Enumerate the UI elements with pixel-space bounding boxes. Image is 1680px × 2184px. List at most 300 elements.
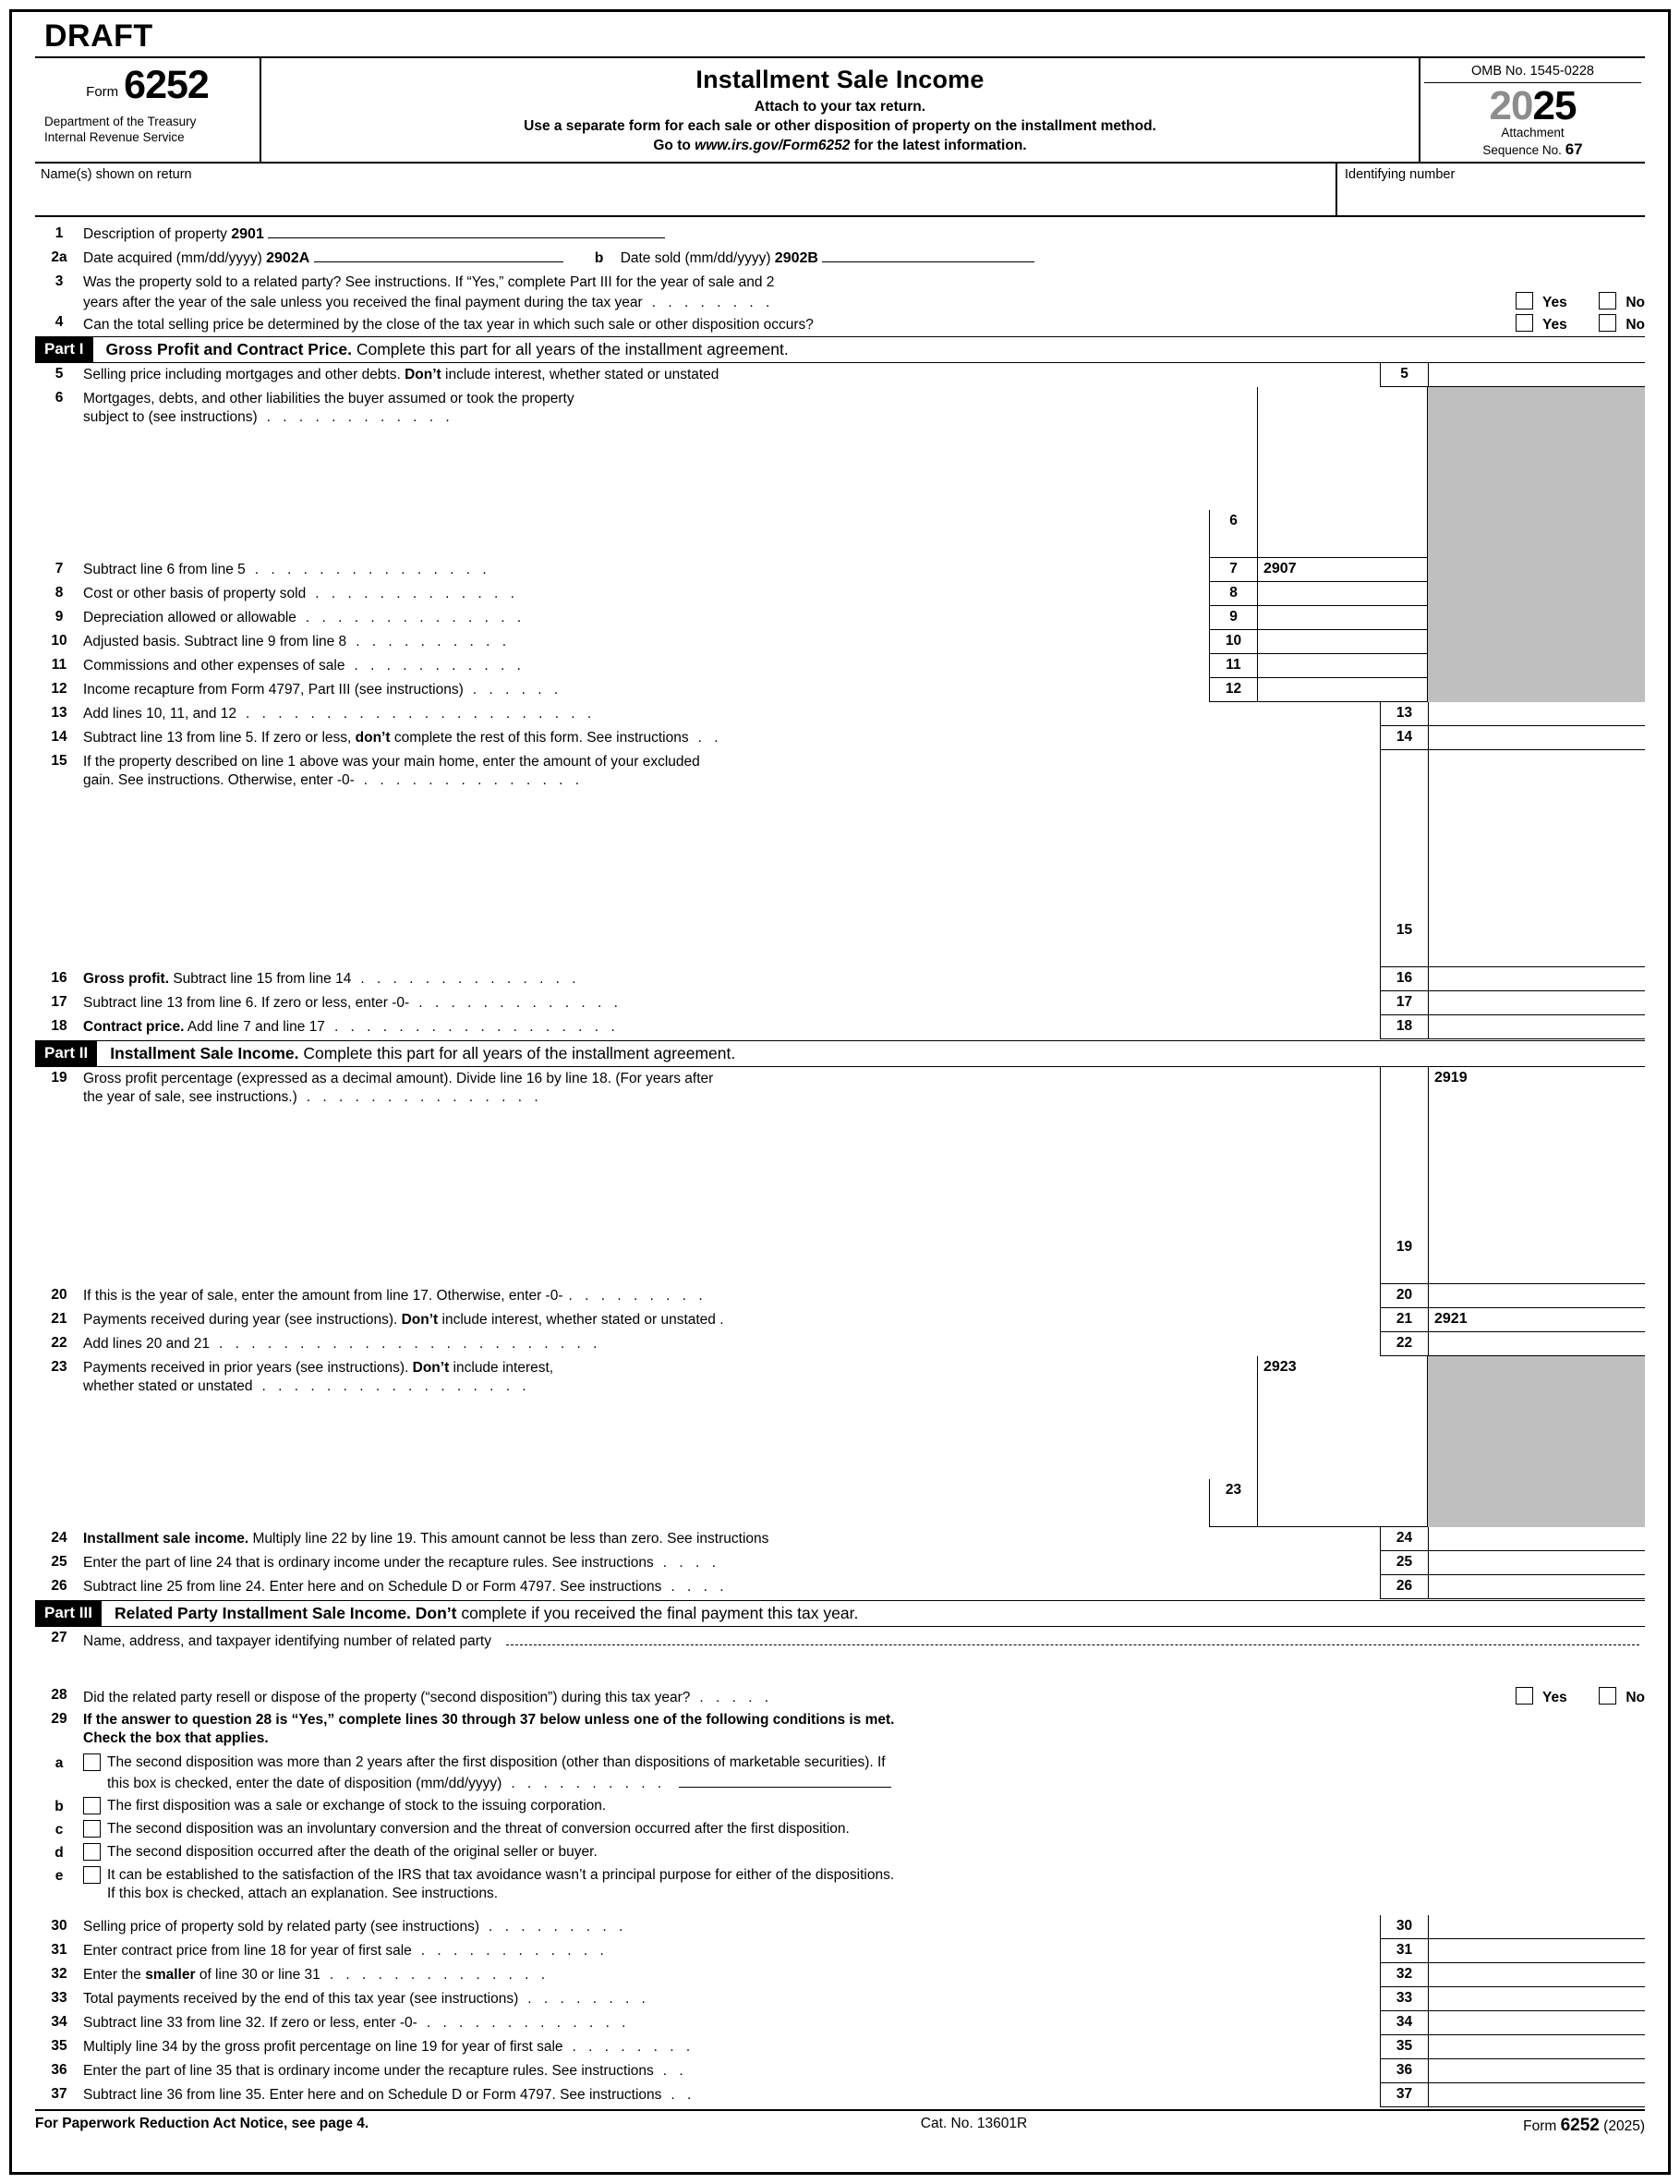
line-3-no-label: No bbox=[1626, 294, 1645, 310]
line-9-number: 9 bbox=[54, 609, 64, 625]
line-7-amount[interactable]: 2907 bbox=[1257, 558, 1428, 582]
part-1-title-rest: Complete this part for all years of the installment agreement. bbox=[351, 340, 789, 359]
line-33-amount[interactable] bbox=[1428, 1987, 1645, 2011]
line-1-text bbox=[83, 223, 1645, 247]
line-10 bbox=[35, 630, 1645, 654]
line-12 bbox=[35, 678, 1645, 702]
line-23-text-l2: whether stated or unstated bbox=[83, 1378, 253, 1395]
line-33 bbox=[35, 1987, 1645, 2011]
line-35-label: Multiply line 34 by the gross profit percentage on line 19 for year of first sale bbox=[83, 2039, 563, 2056]
line-35-box-number: 35 bbox=[1380, 2035, 1428, 2059]
form-footer bbox=[35, 2109, 1645, 2136]
line-23-box-number: 23 bbox=[1209, 1479, 1257, 1527]
line-7-number: 7 bbox=[54, 561, 64, 577]
line-24-number: 24 bbox=[51, 1530, 67, 1547]
line-32-amount[interactable] bbox=[1428, 1963, 1645, 1987]
line-33-number: 33 bbox=[51, 1990, 67, 2007]
line-28-label: Did the related party resell or dispose of the property (“second disposition”) during this tax year? bbox=[83, 1690, 691, 1706]
line-12-number: 12 bbox=[51, 681, 67, 698]
line-8-amount[interactable] bbox=[1257, 582, 1428, 606]
form-subtitle-2: Use a separate form for each sale or other disposition of property on the installment method. bbox=[524, 118, 1156, 134]
line-30-number: 30 bbox=[51, 1918, 67, 1935]
line-36-amount[interactable] bbox=[1428, 2059, 1645, 2083]
line-12-shaded bbox=[1428, 678, 1645, 702]
line-27 bbox=[35, 1627, 1645, 1684]
line-18-label: Add line 7 and line 17 bbox=[184, 1019, 325, 1036]
line-25-box-number: 25 bbox=[1380, 1551, 1428, 1575]
line-3-text: Was the property sold to a related party? See instructions. If “Yes,” complete Part III for the year of sale and 2 years after the year of the sale unless you received the final payment during the tax year . . . . . . . . Yes No bbox=[83, 273, 1645, 310]
line-5-bold: Don’t bbox=[405, 367, 441, 383]
header-left bbox=[35, 58, 261, 162]
line-14-label2: complete the rest of this form. See instructions bbox=[390, 730, 689, 746]
line-4-label: Can the total selling price be determined by the close of the tax year in which such sale or other disposition occurs? bbox=[83, 317, 814, 334]
line-36-text: Enter the part of line 35 that is ordinary income under the recapture rules. See instructions . . bbox=[83, 2063, 688, 2080]
line-4-no-checkbox[interactable] bbox=[1599, 314, 1616, 332]
line-28-yes-label: Yes bbox=[1541, 1690, 1567, 1706]
line-18-bold: Contract price. bbox=[83, 1019, 185, 1036]
line-19-text-l2: the year of sale, see instructions.) bbox=[83, 1089, 297, 1106]
line-28-yes-checkbox[interactable] bbox=[1516, 1687, 1533, 1705]
line-6-shaded bbox=[1428, 387, 1645, 558]
line-23-bold: Don’t bbox=[412, 1360, 450, 1377]
line-28 bbox=[35, 1684, 1645, 1708]
check-item-d-letter: d bbox=[54, 1844, 64, 1861]
line-23 bbox=[35, 1356, 1645, 1527]
line-17-label: Subtract line 13 from line 6. If zero or less, enter -0- bbox=[83, 995, 410, 1012]
line-36-label: Enter the part of line 35 that is ordinary income under the recapture rules. See instructions bbox=[83, 2063, 654, 2080]
line-21-text bbox=[83, 1308, 1380, 1332]
line-16-number: 16 bbox=[51, 970, 67, 987]
line-14-bold: don’t bbox=[355, 730, 391, 746]
form-subtitle-1: Attach to your tax return. bbox=[754, 99, 926, 115]
irs-url: www.irs.gov/Form6252 bbox=[695, 138, 851, 153]
goto-prefix: Go to bbox=[653, 138, 695, 153]
line-2-text bbox=[83, 247, 1645, 271]
check-item-d-checkbox[interactable] bbox=[83, 1843, 101, 1861]
line-13-box-number: 13 bbox=[1380, 702, 1428, 726]
line-27-text bbox=[83, 1627, 1645, 1684]
line-10-shaded bbox=[1428, 630, 1645, 654]
check-item-d bbox=[35, 1843, 1645, 1862]
line-19-box-number: 19 bbox=[1380, 1236, 1428, 1284]
line-21-number: 21 bbox=[51, 1311, 67, 1328]
check-item-a-date-input[interactable] bbox=[679, 1772, 891, 1788]
line-16-amount[interactable] bbox=[1428, 967, 1645, 991]
line-14 bbox=[35, 726, 1645, 750]
line-25-number: 25 bbox=[51, 1554, 67, 1571]
line-17-box-number: 17 bbox=[1380, 991, 1428, 1015]
line-27-label: Name, address, and taxpayer identifying number of related party bbox=[83, 1633, 491, 1650]
line-1-value[interactable]: 2901 bbox=[231, 225, 264, 242]
line-11-amount[interactable] bbox=[1257, 654, 1428, 678]
line-15-text: If the property described on line 1 above was your main home, enter the amount of your excluded gain. See instructions. Otherwise, enter -0- . . . . . . . . . . . . . . bbox=[83, 750, 1380, 967]
part-2-label: Part II bbox=[35, 1041, 97, 1066]
line-14-number: 14 bbox=[51, 729, 67, 746]
form-title: Installment Sale Income bbox=[695, 66, 985, 93]
line-23-text-l1: Payments received in prior years (see instructions). bbox=[83, 1360, 413, 1377]
line-7-shaded bbox=[1428, 558, 1645, 582]
line-34-box-number: 34 bbox=[1380, 2011, 1428, 2035]
line-20-amount[interactable] bbox=[1428, 1284, 1645, 1308]
line-17-amount[interactable] bbox=[1428, 991, 1645, 1015]
line-21-bold: Don’t bbox=[401, 1312, 439, 1329]
check-item-b bbox=[35, 1797, 1645, 1816]
line-4-number: 4 bbox=[54, 314, 64, 331]
part-3-title-bold: Related Party Installment Sale Income. Don’t bbox=[114, 1604, 457, 1623]
line-10-amount[interactable] bbox=[1257, 630, 1428, 654]
line-11-number: 11 bbox=[51, 657, 67, 673]
check-item-c bbox=[35, 1820, 1645, 1839]
part-2-title-rest: Complete this part for all years of the installment agreement. bbox=[298, 1044, 736, 1063]
line-29-text-l2: Check the box that applies. bbox=[83, 1730, 269, 1747]
check-item-c-text: The second disposition was an involuntary conversion and the threat of conversion occurred after the first disposition. bbox=[107, 1820, 850, 1837]
line-26-box-number: 26 bbox=[1380, 1575, 1428, 1599]
line-13-label: Add lines 10, 11, and 12 bbox=[83, 706, 237, 722]
part-2-bar bbox=[35, 1040, 1645, 1067]
form-header bbox=[35, 56, 1645, 162]
line-15-text-l2: gain. See instructions. Otherwise, enter -0- bbox=[83, 772, 355, 789]
line-29-text-l1: If the answer to question 28 is “Yes,” complete lines 30 through 37 below unless one of the following conditions is met. bbox=[83, 1712, 895, 1729]
line-34-label: Subtract line 33 from line 32. If zero or less, enter -0- bbox=[83, 2015, 417, 2032]
check-item-b-checkbox[interactable] bbox=[83, 1797, 101, 1814]
line-4-yes-checkbox[interactable] bbox=[1516, 314, 1533, 332]
line-18-amount[interactable] bbox=[1428, 1015, 1645, 1039]
check-item-d-text: The second disposition occurred after the death of the original seller or buyer. bbox=[107, 1843, 598, 1860]
line-6-text-l1: Mortgages, debts, and other liabilities the buyer assumed or took the property bbox=[83, 391, 574, 407]
line-21-label2: include interest, whether stated or unstated . bbox=[438, 1312, 724, 1329]
line-7-text: Subtract line 6 from line 5 . . . . . . . . . . . . . . . bbox=[83, 562, 491, 578]
line-30-text: Selling price of property sold by related party (see instructions) . . . . . . . . . bbox=[83, 1919, 627, 1935]
check-item-e-checkbox[interactable] bbox=[83, 1866, 101, 1884]
line-31 bbox=[35, 1939, 1645, 1963]
line-6-text: Mortgages, debts, and other liabilities the buyer assumed or took the property subject to (see instructions) . . . . . . . . . . . . bbox=[83, 387, 1209, 558]
line-13-text: Add lines 10, 11, and 12 . . . . . . . . . . . . . . . . . . . . . . bbox=[83, 706, 596, 722]
line-22 bbox=[35, 1332, 1645, 1356]
line-12-text: Income recapture from Form 4797, Part III (see instructions) . . . . . . bbox=[83, 682, 562, 698]
line-19 bbox=[35, 1067, 1645, 1284]
line-11-label: Commissions and other expenses of sale bbox=[83, 658, 345, 674]
line-31-box-number: 31 bbox=[1380, 1939, 1428, 1963]
line-8-number: 8 bbox=[54, 585, 64, 601]
line-32-text: Enter the smaller of line 30 or line 31 . . . . . . . . . . . . . . bbox=[83, 1967, 550, 1984]
line-26-label: Subtract line 25 from line 24. Enter here and on Schedule D or Form 4797. See instructions bbox=[83, 1579, 662, 1596]
line-15-box-number: 15 bbox=[1380, 919, 1428, 967]
line-37-number: 37 bbox=[51, 2086, 67, 2103]
catalog-number: Cat. No. 13601R bbox=[920, 2116, 1028, 2132]
line-2a-number: 2a bbox=[51, 249, 67, 265]
line-35 bbox=[35, 2035, 1645, 2059]
line-28-no-label: No bbox=[1626, 1690, 1645, 1706]
part-3-bar bbox=[35, 1600, 1645, 1627]
line-2 bbox=[35, 247, 1645, 271]
line-19-number: 19 bbox=[51, 1070, 67, 1086]
line-6-box-number: 6 bbox=[1209, 510, 1257, 558]
part-1-title bbox=[106, 340, 789, 359]
check-item-a-letter: a bbox=[54, 1755, 64, 1772]
footer-form-word: Form bbox=[1523, 2118, 1561, 2135]
line-26-number: 26 bbox=[51, 1578, 67, 1595]
year-suffix: 25 bbox=[1532, 83, 1577, 128]
identifying-number-field[interactable] bbox=[1336, 164, 1645, 215]
line-34-amount[interactable] bbox=[1428, 2011, 1645, 2035]
line-2b-value[interactable]: 2902B bbox=[774, 249, 818, 266]
line-18-box-number: 18 bbox=[1380, 1015, 1428, 1039]
line-35-number: 35 bbox=[51, 2038, 67, 2055]
line-11 bbox=[35, 654, 1645, 678]
line-11-shaded bbox=[1428, 654, 1645, 678]
line-35-amount[interactable] bbox=[1428, 2035, 1645, 2059]
line-28-no-checkbox[interactable] bbox=[1599, 1687, 1616, 1705]
sequence-label: Sequence No. bbox=[1482, 143, 1562, 158]
line-6-amount[interactable] bbox=[1257, 387, 1428, 558]
line-32-label2: of line 30 or line 31 bbox=[195, 1967, 320, 1984]
line-13 bbox=[35, 702, 1645, 726]
line-31-text: Enter contract price from line 18 for year of first sale . . . . . . . . . . . . bbox=[83, 1943, 609, 1960]
line-37-text: Subtract line 36 from line 35. Enter here and on Schedule D or Form 4797. See instructions . . bbox=[83, 2087, 695, 2104]
line-34-number: 34 bbox=[51, 2014, 67, 2031]
line-36-box-number: 36 bbox=[1380, 2059, 1428, 2083]
line-3-text-l2: years after the year of the sale unless you received the final payment during the tax year bbox=[83, 294, 643, 310]
form-subtitle-3 bbox=[265, 138, 1415, 154]
check-item-a-text: The second disposition was more than 2 years after the first disposition (other than dispositions of marketable securities). If this box is checked, enter the date of disposition (mm/dd/yyyy) . . . . . . . . . . bbox=[107, 1753, 1645, 1793]
line-23-text-l1b: include interest, bbox=[449, 1360, 554, 1377]
line-3-no-checkbox[interactable] bbox=[1599, 292, 1616, 309]
line-18-text: Contract price. Add line 7 and line 17 . . . . . . . . . . . . . . . . . . bbox=[83, 1019, 620, 1036]
line-17 bbox=[35, 991, 1645, 1015]
line-5 bbox=[35, 363, 1645, 387]
header-center bbox=[261, 58, 1419, 162]
line-4-no-label: No bbox=[1626, 317, 1645, 334]
line-29-text bbox=[83, 1708, 1645, 1748]
line-3-number: 3 bbox=[54, 273, 64, 289]
check-item-b-letter: b bbox=[54, 1798, 64, 1814]
line-24-text bbox=[83, 1527, 1380, 1551]
line-13-number: 13 bbox=[51, 705, 67, 722]
line-5-label2: include interest, whether stated or unstated bbox=[441, 367, 719, 383]
line-9-label: Depreciation allowed or allowable bbox=[83, 610, 296, 626]
check-item-e-text bbox=[107, 1866, 1645, 1903]
line-8 bbox=[35, 582, 1645, 606]
line-21-box-number: 21 bbox=[1380, 1308, 1428, 1332]
part-3-title-rest: complete if you received the final payment this tax year. bbox=[456, 1604, 859, 1623]
line-11-box-number: 11 bbox=[1209, 654, 1257, 678]
part-1-title-bold: Gross Profit and Contract Price. bbox=[105, 340, 352, 359]
line-26-text: Subtract line 25 from line 24. Enter here and on Schedule D or Form 4797. See instructions . . . . bbox=[83, 1579, 729, 1596]
draft-watermark: DRAFT bbox=[44, 18, 153, 54]
line-14-amount[interactable] bbox=[1428, 726, 1645, 750]
paperwork-notice: For Paperwork Reduction Act Notice, see page 4. bbox=[35, 2116, 369, 2132]
line-9-box-number: 9 bbox=[1209, 606, 1257, 630]
line-33-label: Total payments received by the end of this tax year (see instructions) bbox=[83, 1991, 519, 2008]
line-20-label: If this is the year of sale, enter the amount from line 17. Otherwise, enter -0- bbox=[83, 1288, 563, 1304]
line-23-amount[interactable]: 2923 bbox=[1257, 1356, 1428, 1527]
line-32-box-number: 32 bbox=[1380, 1963, 1428, 1987]
line-37-label: Subtract line 36 from line 35. Enter here and on Schedule D or Form 4797. See instructions bbox=[83, 2087, 662, 2104]
line-1-number: 1 bbox=[54, 224, 64, 241]
footer-form-number: 6252 bbox=[1560, 2116, 1600, 2136]
line-2b-number: b bbox=[594, 249, 604, 266]
line-18-number: 18 bbox=[51, 1018, 67, 1035]
line-10-box-number: 10 bbox=[1209, 630, 1257, 654]
line-16 bbox=[35, 967, 1645, 991]
line-26-amount[interactable] bbox=[1428, 1575, 1645, 1599]
department-text: Department of the Treasury Internal Revenue Service bbox=[44, 115, 197, 144]
part-3-title bbox=[115, 1604, 858, 1623]
part-1-label: Part I bbox=[35, 337, 93, 362]
line-8-label: Cost or other basis of property sold bbox=[83, 586, 307, 602]
line-19-amount[interactable]: 2919 bbox=[1428, 1067, 1645, 1284]
line-22-text: Add lines 20 and 21 . . . . . . . . . . . . . . . . . . . . . . . . bbox=[83, 1336, 601, 1353]
line-37-amount[interactable] bbox=[1428, 2083, 1645, 2107]
line-31-amount[interactable] bbox=[1428, 1939, 1645, 1963]
check-item-b-text: The first disposition was a sale or exchange of stock to the issuing corporation. bbox=[107, 1797, 607, 1814]
line-28-text: Did the related party resell or dispose of the property (“second disposition”) during this tax year? . . . . . Yes No bbox=[83, 1684, 1645, 1708]
line-19-text-l1: Gross profit percentage (expressed as a decimal amount). Divide line 16 by line 18. (For years after bbox=[83, 1071, 714, 1087]
line-7-box-number: 7 bbox=[1209, 558, 1257, 582]
line-4-text bbox=[83, 311, 1645, 335]
line-37-box-number: 37 bbox=[1380, 2083, 1428, 2107]
line-3-yes-label: Yes bbox=[1541, 294, 1567, 310]
line-34 bbox=[35, 2011, 1645, 2035]
line-10-text: Adjusted basis. Subtract line 9 from line 8 . . . . . . . . . . bbox=[83, 634, 511, 650]
line-28-number: 28 bbox=[51, 1687, 67, 1704]
line-24-box-number: 24 bbox=[1380, 1527, 1428, 1551]
line-4 bbox=[35, 311, 1645, 335]
line-12-label: Income recapture from Form 4797, Part III (see instructions) bbox=[83, 682, 464, 698]
name-field[interactable] bbox=[35, 164, 1336, 215]
line-16-box-number: 16 bbox=[1380, 967, 1428, 991]
line-33-text: Total payments received by the end of this tax year (see instructions) . . . . . . . . bbox=[83, 1991, 650, 2008]
line-10-number: 10 bbox=[51, 633, 67, 649]
line-17-text: Subtract line 13 from line 6. If zero or less, enter -0- . . . . . . . . . . . . . bbox=[83, 995, 622, 1012]
line-9-amount[interactable] bbox=[1257, 606, 1428, 630]
line-7 bbox=[35, 558, 1645, 582]
line-8-box-number: 8 bbox=[1209, 582, 1257, 606]
form-number: 6252 bbox=[124, 63, 209, 107]
line-5-amount[interactable] bbox=[1428, 363, 1645, 387]
goto-suffix: for the latest information. bbox=[850, 138, 1027, 153]
line-25 bbox=[35, 1551, 1645, 1575]
attachment-label: Attachment bbox=[1501, 126, 1565, 140]
line-32 bbox=[35, 1963, 1645, 1987]
omb-number: OMB No. 1545-0228 bbox=[1424, 64, 1641, 83]
check-item-e-letter: e bbox=[54, 1867, 64, 1884]
line-27-number: 27 bbox=[51, 1630, 67, 1646]
sequence-number: 67 bbox=[1565, 140, 1583, 159]
line-2a-label: Date acquired (mm/dd/yyyy) bbox=[83, 249, 262, 266]
tax-year bbox=[1424, 85, 1641, 127]
line-22-box-number: 22 bbox=[1380, 1332, 1428, 1356]
line-12-amount[interactable] bbox=[1257, 678, 1428, 702]
line-25-label: Enter the part of line 24 that is ordinary income under the recapture rules. See instructions bbox=[83, 1555, 654, 1571]
line-6-number: 6 bbox=[54, 390, 64, 406]
line-35-text: Multiply line 34 by the gross profit percentage on line 19 for year of first sale . . . . . . . . bbox=[83, 2039, 695, 2056]
check-item-e-l1: It can be established to the satisfaction of the IRS that tax avoidance wasn’t a principal purpose for either of the dispositions. bbox=[107, 1866, 895, 1883]
part-2-title bbox=[110, 1044, 735, 1063]
check-item-a-checkbox[interactable] bbox=[83, 1753, 101, 1771]
check-item-c-letter: c bbox=[54, 1821, 64, 1838]
line-13-amount[interactable] bbox=[1428, 702, 1645, 726]
line-5-text bbox=[83, 363, 1380, 387]
line-3-text-l1: Was the property sold to a related party? See instructions. If “Yes,” complete Part III for the year of sale and 2 bbox=[83, 273, 775, 290]
line-14-box-number: 14 bbox=[1380, 726, 1428, 750]
line-14-label: Subtract line 13 from line 5. If zero or less, bbox=[83, 730, 356, 746]
line-32-number: 32 bbox=[51, 1966, 67, 1983]
check-item-c-checkbox[interactable] bbox=[83, 1820, 101, 1838]
line-10-label: Adjusted basis. Subtract line 9 from line 8 bbox=[83, 634, 347, 650]
line-23-number: 23 bbox=[51, 1359, 67, 1376]
line-30 bbox=[35, 1915, 1645, 1939]
line-8-text: Cost or other basis of property sold . . . . . . . . . . . . . bbox=[83, 586, 519, 602]
line-37 bbox=[35, 2083, 1645, 2107]
part-1-bar bbox=[35, 336, 1645, 363]
line-36 bbox=[35, 2059, 1645, 2083]
line-29 bbox=[35, 1708, 1645, 1748]
line-1-label: Description of property bbox=[83, 225, 227, 242]
line-20-box-number: 20 bbox=[1380, 1284, 1428, 1308]
line-33-box-number: 33 bbox=[1380, 1987, 1428, 2011]
line-32-bold: smaller bbox=[145, 1967, 196, 1984]
line-7-label: Subtract line 6 from line 5 bbox=[83, 562, 246, 578]
line-30-amount[interactable] bbox=[1428, 1915, 1645, 1939]
part-2-title-bold: Installment Sale Income. bbox=[110, 1044, 299, 1063]
line-19-text: Gross profit percentage (expressed as a decimal amount). Divide line 16 by line 18. (For years after the year of sale, see instructions.) . . . . . . . . . . . . . . . bbox=[83, 1067, 1380, 1284]
line-9 bbox=[35, 606, 1645, 630]
line-9-shaded bbox=[1428, 606, 1645, 630]
line-2b-label: Date sold (mm/dd/yyyy) bbox=[620, 249, 771, 266]
line-29-number: 29 bbox=[51, 1711, 67, 1728]
line-25-amount[interactable] bbox=[1428, 1551, 1645, 1575]
check-item-e bbox=[35, 1866, 1645, 1903]
line-24-amount[interactable] bbox=[1428, 1527, 1645, 1551]
line-34-text: Subtract line 33 from line 32. If zero or less, enter -0- . . . . . . . . . . . . . bbox=[83, 2015, 630, 2032]
line-18 bbox=[35, 1015, 1645, 1039]
line-23-text: Payments received in prior years (see instructions). Don’t include interest, whether stated or unstated . . . . . . . . . . . . . . . . . bbox=[83, 1360, 554, 1395]
line-30-box-number: 30 bbox=[1380, 1915, 1428, 1939]
line-16-bold: Gross profit. bbox=[83, 971, 170, 988]
line-25-text: Enter the part of line 24 that is ordinary income under the recapture rules. See instructions . . . . bbox=[83, 1555, 720, 1571]
line-15-amount[interactable] bbox=[1428, 750, 1645, 967]
line-21-amount[interactable]: 2921 bbox=[1428, 1308, 1645, 1332]
line-3-yes-checkbox[interactable] bbox=[1516, 292, 1533, 309]
line-23-shaded bbox=[1428, 1356, 1645, 1527]
header-right bbox=[1419, 58, 1645, 162]
line-27-input[interactable] bbox=[506, 1630, 1639, 1645]
line-22-number: 22 bbox=[51, 1335, 67, 1352]
line-2a-value[interactable]: 2902A bbox=[266, 249, 310, 266]
line-20-text: If this is the year of sale, enter the amount from line 17. Otherwise, enter -0- . . . . . . . . . bbox=[83, 1288, 707, 1304]
line-15-number: 15 bbox=[51, 753, 67, 770]
line-31-number: 31 bbox=[51, 1942, 67, 1959]
line-36-number: 36 bbox=[51, 2062, 67, 2079]
line-24-label: Multiply line 22 by line 19. This amount cannot be less than zero. See instructions bbox=[248, 1531, 769, 1547]
line-24 bbox=[35, 1527, 1645, 1551]
line-22-amount[interactable] bbox=[1428, 1332, 1645, 1356]
year-prefix: 20 bbox=[1489, 83, 1533, 128]
line-20-number: 20 bbox=[51, 1287, 67, 1304]
line-15 bbox=[35, 750, 1645, 967]
check-item-a-l1: The second disposition was more than 2 years after the first disposition (other than dispositions of marketable securities). If bbox=[107, 1754, 886, 1771]
line-6-text-l2: subject to (see instructions) bbox=[83, 409, 258, 426]
line-21-label: Payments received during year (see instructions). bbox=[83, 1312, 402, 1329]
line-6 bbox=[35, 387, 1645, 558]
check-item-a-l2: this box is checked, enter the date of disposition (mm/dd/yyyy) bbox=[107, 1775, 502, 1791]
line-11-text: Commissions and other expenses of sale . . . . . . . . . . . bbox=[83, 658, 526, 674]
line-22-label: Add lines 20 and 21 bbox=[83, 1336, 211, 1353]
line-12-box-number: 12 bbox=[1209, 678, 1257, 702]
line-5-label: Selling price including mortgages and other debts. bbox=[83, 367, 405, 383]
name-label: Name(s) shown on return bbox=[41, 166, 192, 182]
